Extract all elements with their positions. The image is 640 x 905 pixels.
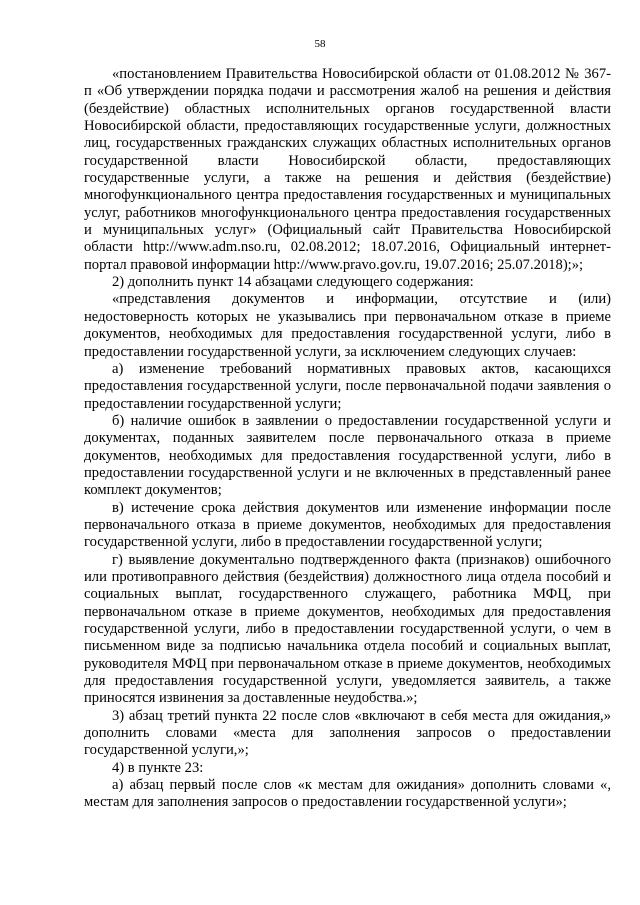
page-number: 58: [314, 38, 326, 50]
paragraph-resolution-reference: «постановлением Правительства Новосибирской области от 01.08.2012 № 367-п «Об утверждении порядка подачи и рассмотрения жалоб на решения и действия (бездействие) областных исполнительных органов государственной власти Новосибирской области, предоставляющих государственные услуги, должностных лиц, государственных гражданских служащих областных исполнительных органов государственной власти Новосибирской области, предоставляющих государственные услуги, а также на решения и действия (бездействие) многофункционального центра предоставления государственных и муниципальных услуг, работников многофункционального центра предоставления государственных и муниципальных услуг» (Официальный сайт Правительства Новосибирской области http://www.adm.nso.ru, 02.08.2012; 18.07.2016, Официальный интернет-портал правовой информации http://www.pravo.gov.ru, 19.07.2016; 25.07.2018);»;: [84, 66, 611, 273]
document-body: [84, 66, 611, 812]
paragraph-case-b: б) наличие ошибок в заявлении о предоставлении государственной услуги и документах, поданных заявителем после первоначального отказа в приеме документов, необходимых для предоставления государственной услуги, либо в предоставлении государственной услуги и не включенных в представленный ранее комплект документов;: [84, 412, 611, 499]
paragraph-documents-provision: «представления документов и информации, отсутствие и (или) недостоверность которых не указывались при первоначальном отказе в приеме документов, необходимых для предоставления государственной услуги, либо в предоставлении государственной услуги, за исключением следующих случаев:: [84, 291, 611, 360]
paragraph-case-v: в) истечение срока действия документов или изменение информации после первоначального отказа в приеме документов, необходимых для предоставления государственной услуги, либо в предоставлении государственной услуги;: [84, 499, 611, 551]
paragraph-item-3: 3) абзац третий пункта 22 после слов «включают в себя места для ожидания,» дополнить словами «места для заполнения запросов о предоставлении государственной услуги,»;: [84, 707, 611, 759]
paragraph-item-2: 2) дополнить пункт 14 абзацами следующего содержания:: [112, 274, 474, 291]
paragraph-item-4a: а) абзац первый после слов «к местам для ожидания» дополнить словами «, местам для заполнения запросов о предоставлении государственной услуги»;: [84, 777, 611, 811]
paragraph-case-g: г) выявление документально подтвержденного факта (признаков) ошибочного или противоправного действия (бездействия) должностного лица отдела пособий и социальных выплат, государственного служащего, работника МФЦ, при первоначальном отказе в приеме документов, необходимых для предоставления государственной услуги, либо в предоставлении государственной услуги, о чем в письменном виде за подписью начальника отдела пособий и социальных выплат, руководителя МФЦ при первоначальном отказе в приеме документов, необходимых для предоставления государственной услуги, уведомляется заявитель, а также приносятся извинения за доставленные неудобства.»;: [84, 551, 611, 707]
paragraph-case-a: а) изменение требований нормативных правовых актов, касающихся предоставления государственной услуги, после первоначальной подачи заявления о предоставлении государственной услуги;: [84, 360, 611, 412]
paragraph-item-4: 4) в пункте 23:: [112, 759, 204, 776]
